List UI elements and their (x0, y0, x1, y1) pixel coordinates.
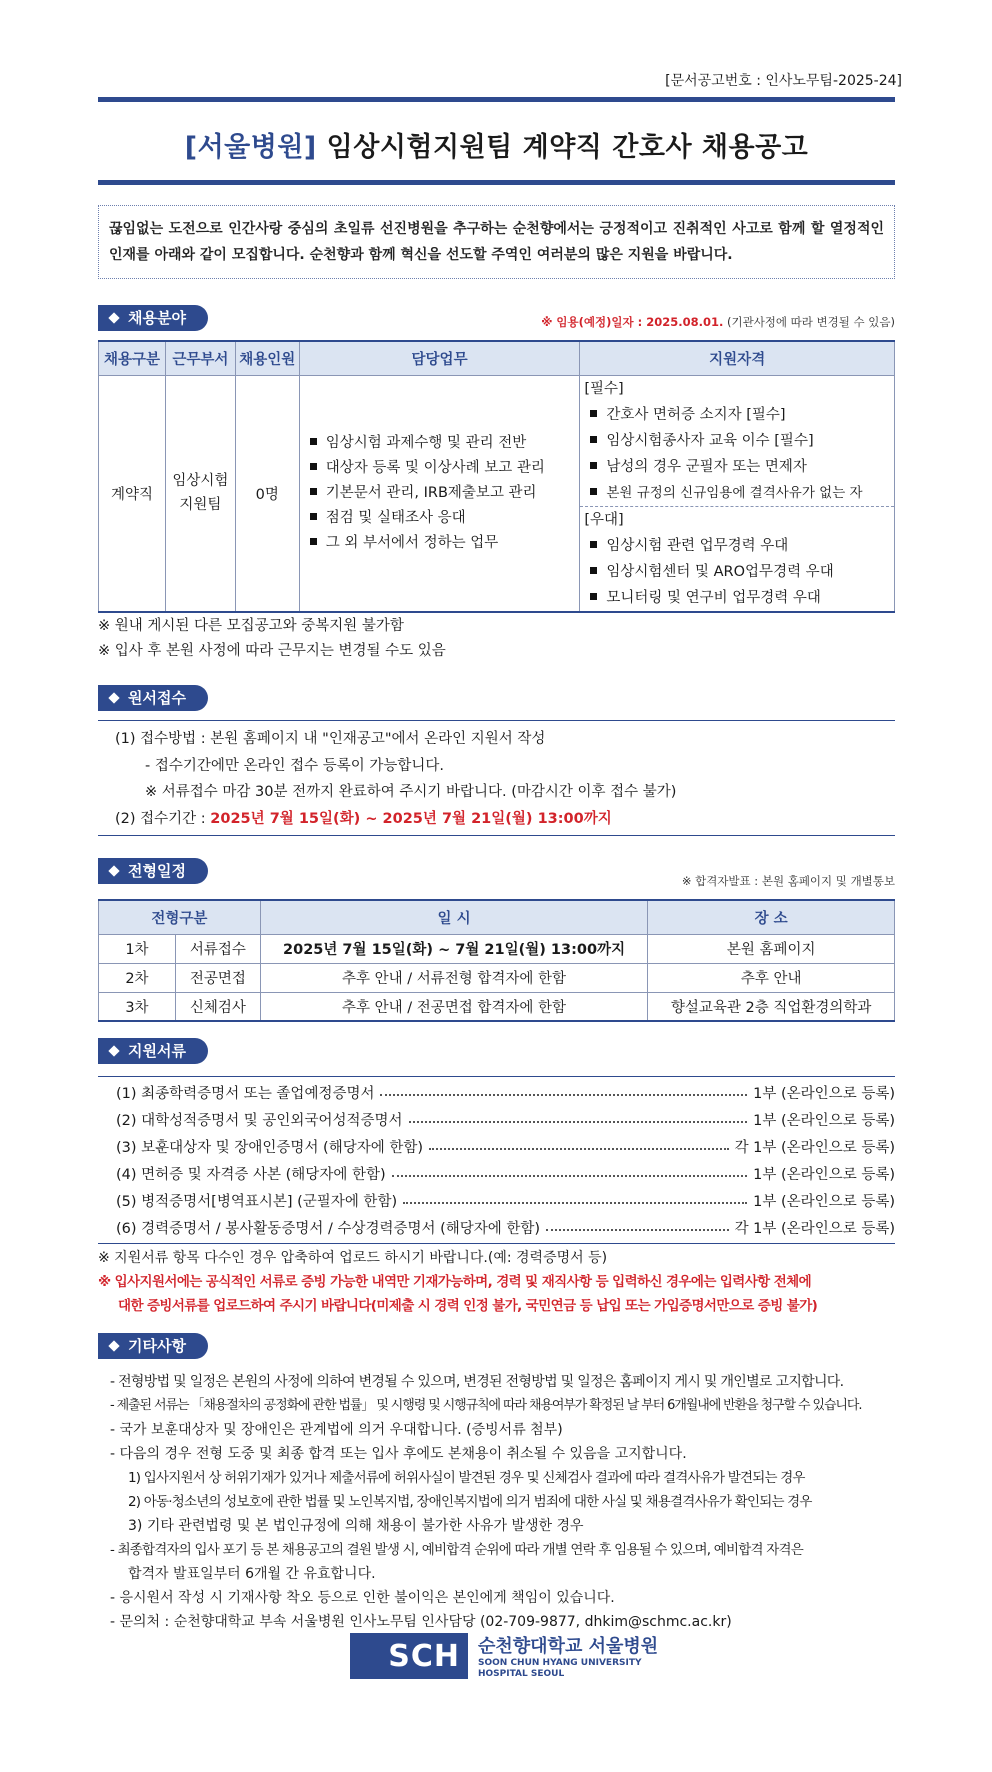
document-item: (2) 대학성적증명서 및 공인외국어성적증명서 1부 (온라인으로 등록) (116, 1113, 895, 1129)
document-item: (3) 보훈대상자 및 장애인증명서 (해당자에 한함) 각 1부 (온라인으로 등록) (116, 1140, 895, 1156)
page-title (98, 125, 895, 164)
etc-list: - 전형방법 및 일정은 본원의 사정에 의하여 변경될 수 있으며, 변경된 전형방법 및 일정은 홈페이지 게시 및 개인별로 고지합니다. - 제출된 서류는 「채용절차의 공정화에 관한 법률」 및 시행령 및 시행규칙에 따라 채용여부가 확정된 날 부터 6개월내에 반환을 청구할 수 있습니다. - 국가 보훈대상자 및 장애인은 관계법에 의거 우대합니다. (증빙서류 첨부) - 다음의 경우 전형 도중 및 최종 합격 또는 입사 후에도 본채용이 취소될 수 있음을 고지합니다. 1) 입사지원서 상 허위기재가 있거나 제출서류에 허위사실이 발견된 경우 및 신체검사 결과에 따라 결격사유가 발견되는 경우 2) 아동·청소년의 성보호에 관한 법률 및 노인복지법, 장애인복지법에 의거 범죄에 대한 사실 및 채용결격사유가 확인되는 경우 3) 기타 관련법령 및 본 법인규정에 의해 채용이 불가한 사유가 발생한 경우 - 최종합격자의 입사 포기 등 본 채용공고의 결원 발생 시, 예비합격 순위에 따라 개별 연락 후 임용될 수 있으며, 예비합격 자격은 합격자 발표일부터 6개월 간 유효합니다. - 응시원서 작성 시 기재사항 착오 등으로 인한 불이익은 본인에게 책임이 있습니다. - 문의처 : 순천향대학교 부속 서울병원 인사노무팀 인사담당 (02-709-9877, dhkim@schmc.ac.kr) (110, 1374, 862, 1630)
th-dept: 근무부서 (165, 341, 235, 375)
appointment-date-note: ※ 임용(예정)일자 : 2025.08.01. (기관사정에 따라 변경될 수 있음) (541, 315, 895, 329)
diamond-icon (108, 1045, 119, 1056)
field-notes: ※ 원내 게시된 다른 모집공고와 중복지원 불가함 ※ 입사 후 본원 사정에 따라 근무지는 변경될 수도 있음 (98, 618, 446, 659)
preferred-item: 임상시험센터 및 ARO업무경력 우대 (580, 559, 894, 585)
th-qual: 지원자격 (580, 341, 895, 375)
preferred-item: 모니터링 및 연구비 업무경력 우대 (580, 585, 894, 611)
title-bottom-rule (98, 180, 895, 185)
schedule-row: 3차 신체검사 추후 안내 / 전공면접 합격자에 한함 향설교육관 2층 직업환경의학과 (99, 992, 895, 1021)
schedule-table (98, 899, 895, 1022)
required-label: [필수] (584, 380, 624, 397)
field-table (98, 340, 895, 613)
duty-item: 그 외 부서에서 정하는 업무 (310, 531, 580, 556)
cell-qualifications (580, 375, 895, 612)
title-top-rule (98, 97, 895, 102)
th-type: 채용구분 (99, 341, 166, 375)
preferred-item: 임상시험 관련 업무경력 우대 (580, 533, 894, 559)
duty-item: 점검 및 실태조사 응대 (310, 506, 580, 531)
apply-content: (1) 접수방법 : 본원 홈페이지 내 "인재공고"에서 온라인 지원서 작성 - 접수기간에만 온라인 접수 등록이 가능합니다. ※ 서류접수 마감 30분 전까지 완료하여 주시기 바랍니다. (마감시간 이후 접수 불가) (2) 접수기간 : 2025년 7월 15일(화) ~ 2025년 7월 21일(월) 13:00까지 (115, 731, 677, 827)
schedule-row: 2차 전공면접 추후 안내 / 서류전형 합격자에 한함 추후 안내 (99, 963, 895, 992)
document-item: (4) 면허증 및 자격증 사본 (해당자에 한함) 1부 (온라인으로 등록) (116, 1167, 895, 1183)
required-item: 간호사 면허증 소지자 [필수] (580, 402, 894, 428)
intro-text: 끊임없는 도전으로 인간사랑 중심의 초일류 선진병원을 추구하는 순천향에서는 긍정적이고 진취적인 사고로 함께 할 열정적인 인재를 아래와 같이 모집합니다. 순천향과 함께 혁신을 선도할 주역인 여러분의 많은 지원을 바랍니다. (98, 205, 895, 279)
title-text: 임상시험지원팀 계약직 간호사 채용공고 (326, 132, 809, 163)
required-item: 남성의 경우 군필자 또는 면제자 (580, 454, 894, 480)
duty-item: 기본문서 관리, IRB제출보고 관리 (310, 481, 580, 506)
th-step: 전형구분 (99, 900, 261, 934)
section-header-documents: 지원서류 (98, 1038, 208, 1064)
th-count: 채용인원 (235, 341, 299, 375)
th-date: 일 시 (260, 900, 648, 934)
logo-text: 순천향대학교 서울병원 SOON CHUN HYANG UNIVERSITY HOSPITAL SEOUL (478, 1636, 659, 1679)
th-duty: 담당업무 (299, 341, 580, 375)
section-header-etc: 기타사항 (98, 1333, 208, 1359)
diamond-icon (108, 1340, 119, 1351)
section-header-field: 채용분야 (98, 305, 208, 331)
apply-period: 2025년 7월 15일(화) ~ 2025년 7월 21일(월) 13:00까지 (210, 810, 612, 827)
document-item: (5) 병적증명서[병역표시본] (군필자에 한함) 1부 (온라인으로 등록) (116, 1194, 895, 1210)
duty-item: 대상자 등록 및 이상사례 보고 관리 (310, 456, 580, 481)
diamond-icon (108, 692, 119, 703)
duty-item: 임상시험 과제수행 및 관리 전반 (310, 431, 580, 456)
hospital-logo (350, 1633, 658, 1679)
documents-list (98, 1076, 895, 1244)
th-place: 장 소 (648, 900, 895, 934)
sch-logo-mark: SCH (350, 1633, 468, 1679)
document-item: (6) 경력증명서 / 봉사활동증명서 / 수상경력증명서 (해당자에 한함) 각 1부 (온라인으로 등록) (116, 1221, 895, 1237)
schedule-note: ※ 합격자발표 : 본원 홈페이지 및 개별통보 (681, 874, 895, 888)
diamond-icon (108, 865, 119, 876)
cell-duties (299, 375, 580, 612)
section-header-apply: 원서접수 (98, 685, 208, 711)
section-header-schedule: 전형일정 (98, 858, 208, 884)
required-item: 본원 규정의 신규임용에 결격사유가 없는 자 (580, 480, 894, 506)
diamond-icon (108, 312, 119, 323)
preferred-label: [우대] (580, 506, 894, 533)
schedule-row: 1차 서류접수 2025년 7월 15일(화) ~ 7월 21일(월) 13:00까지 본원 홈페이지 (99, 934, 895, 963)
document-item: (1) 최종학력증명서 또는 졸업예정증명서 1부 (온라인으로 등록) (116, 1086, 895, 1102)
required-item: 임상시험종사자 교육 이수 [필수] (580, 428, 894, 454)
title-hospital: [서울병원] (184, 132, 317, 163)
cell-dept: 임상시험 지원팀 (165, 375, 235, 612)
cell-type: 계약직 (99, 375, 166, 612)
cell-count: 0명 (235, 375, 299, 612)
document-notes: ※ 지원서류 항목 다수인 경우 압축하여 업로드 하시기 바랍니다.(예: 경력증명서 등) ※ 입사지원서에는 공식적인 서류로 증빙 가능한 내역만 기재가능하며, 경력 및 재직사항 등 입력하신 경우에는 입력사항 전체에 대한 증빙서류를 업로드하여 주시기 바랍니다(미제출 시 경력 인정 불가, 국민연금 등 납입 또는 가입증명서만으로 증빙 불가) (98, 1250, 818, 1314)
notice-number: [문서공고번호 : 인사노무팀-2025-24] (665, 73, 902, 89)
